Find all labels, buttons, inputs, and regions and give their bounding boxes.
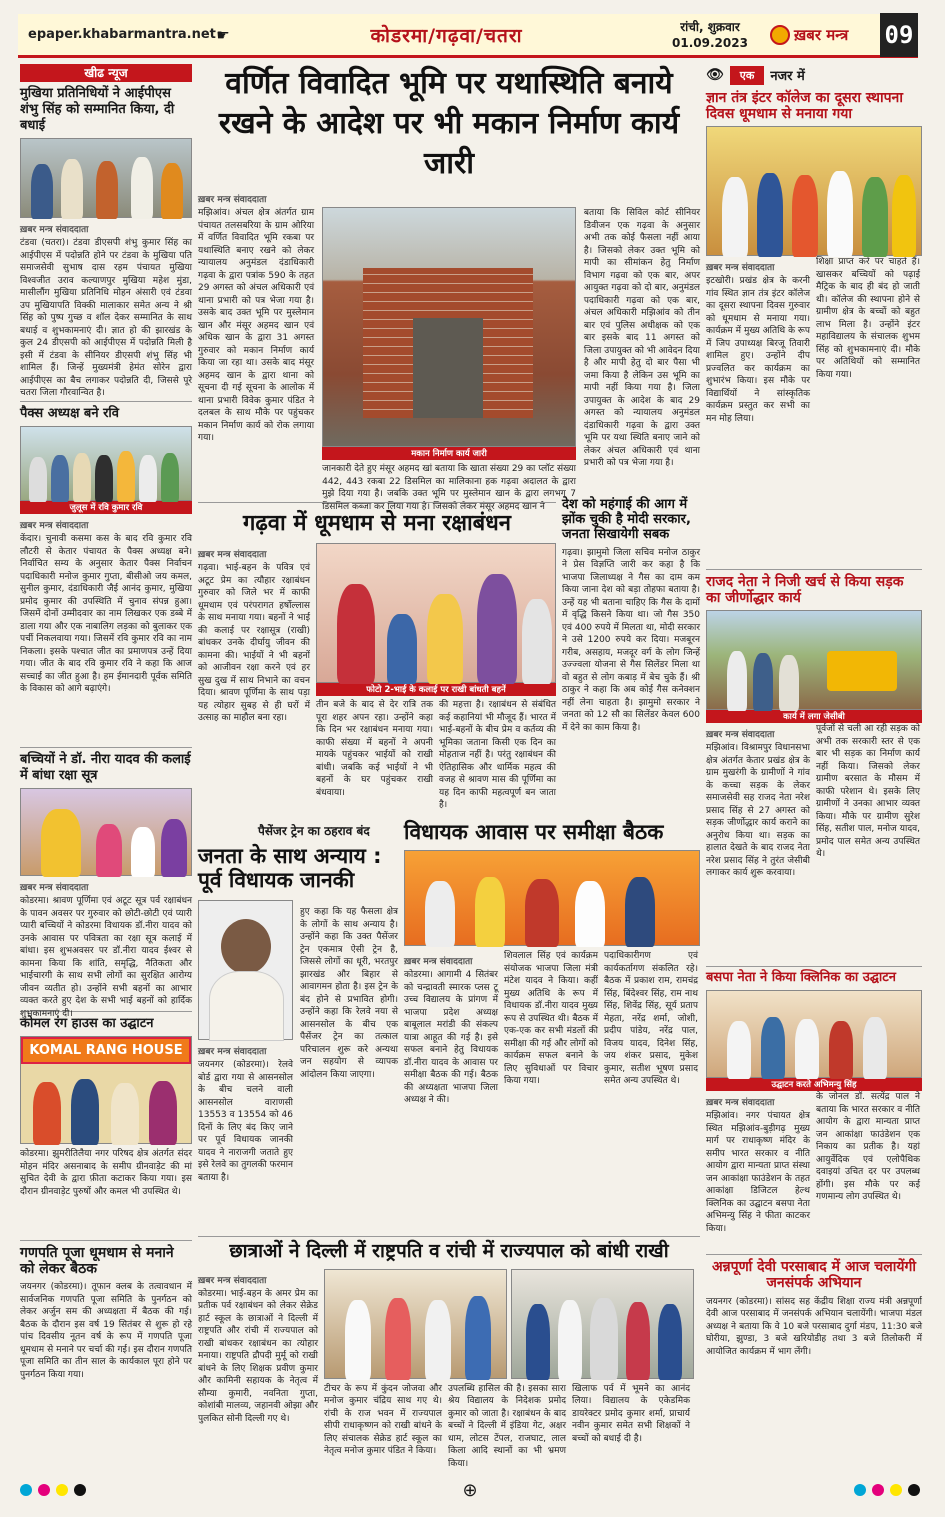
story-komal-body: कोडरमा। झुमरीतिलैया नगर परिषद क्षेत्र अंतर्गत संदर मोहन मंदिर असनाबाद के समीप ग्रीनवाड़ेट की मां सुचित देवी के द्वारा फ़ीता कटाकर किया गया। इस दौरान ग्रीनवाड़ेट पुरुषों और कमल भी उपस्थित थे। — [20, 1149, 192, 1197]
photo-caption: उद्घाटन करते अभिमन्यु सिंह — [706, 1078, 922, 1091]
rakhi-col-3: उपलब्धि हासिल की है। इसका सारा श्रेय विद्यालय के निदेशक प्रमोद कुमार को जाता है। रक्षाबंधन के बाद बच्चों ने दिल्ली में इंडिया गेट, अक्षर धाम, लोटस टेंपल, राजघाट, लाल किला आदि स्थानों का भी भ्रमण किया। — [448, 1383, 566, 1469]
ek-tag: एक — [730, 66, 765, 85]
right-column — [706, 64, 922, 1474]
lead-under-photo: जानकारी देते हुए मंसूर अहमद खां बताया कि खाता संख्या 29 का प्लॉट संख्या 442, 443 रकबा 22 डिसमिल का मालिकाना हक गढ़वा अदालत के द्वारा मुझे दिया गया है। जबकि उक्त भूमि पर मुस्लेमान खान के द्वारा लगभग 7 डिसमिल कब्जा कर लिया गया है। जिसको लेकर मंसूर अहमद खान ने — [322, 464, 576, 512]
photo-governor-rakhi — [511, 1269, 694, 1379]
janta-body: जयनगर (कोडरमा)। रेलवे बोर्ड द्वारा गया से आसनसोल के बीच चलने वाली आसनसोल वाराणसी 13553 व 13554 को 46 दिनों के लिए बंद किए जाने पर पूर्व विधायक जानकी यादव ने नाराजगी जताते हुए इसे रेलवे का तुगलकी फरमान बताया है। — [198, 1060, 293, 1183]
photo-clinic-inauguration — [706, 990, 922, 1078]
janta-body-2: हुए कहा कि यह फैसला क्षेत्र के लोगों के साथ अन्याय है। उन्होंने कहा कि उक्त पैसेंजर ट्रेन एकमात्र ऐसी ट्रेन है, जिससे लोगों का धूरी, भरतपुर झारखंड और बिहार से आवागमन होता है। इस ट्रेन के बंद होने से प्रभावित होगी। उन्होंने कहा कि रेलवे नया से आसनसोल के बीच एक पैसेंजर ट्रेन का तत्काल परिचालन शुरू करे अन्यथा जन सहयोग से व्यापक आंदोलन किया जाएगा। — [300, 907, 398, 1080]
issue-date: 01.09.2023 — [672, 35, 748, 50]
byline: ख़बर मन्त्र संवाददाता — [706, 730, 775, 741]
photo-pacs-procession — [20, 426, 192, 501]
vidhayak-col-2: शिवलाल सिंह एवं कार्यक्रम संयोजक भाजपा जिला मंत्री मंटेश यादव ने किया। कहीं मुख्य अतिथि के रूप में विधायक डॉ.नीरा यादव मुख्य रूप से उपस्थित थी। बैठक में एक-एक कर सभी मंडलों की समीक्षा की गई और लोगों को कार्यक्रम सफल बनाने के लिए सुविधाओं पर विचार किया गया। — [504, 951, 598, 1087]
footer-registration-strip — [20, 1478, 920, 1502]
gyan-col-2: शिक्षा प्राप्त करें पर चाहते हैं। खासकर बच्चियों को पढ़ाई मैट्रिक के बाद ही बंद हो जाती थी। कॉलेज की स्थापना होने से ग्रामीण क्षेत्र के बच्चों को बहुत लाभ मिला है। उन्होंने इंटर महाविद्यालय के संचालक शुभम सिंह को शुभकामनाएं दी। मौके पर अतिथियों को सम्मानित किया गया। — [816, 257, 920, 380]
bsp-col-1: मझिआंव। नगर पंचायत क्षेत्र स्थित मझिआंव-बुड़ीगढ़ मुख्य मार्ग पर राधाकृष्ण मंदिर के समीप भारत सरकार व नीति आयोग द्वारा मान्यता प्राप्त संस्था जन आकांक्षा फाउंडेशन के तहत आकांक्षा डिजिटल हेल्थ क्लिनिक का उद्घाटन बसपा नेता अभिमन्यु सिंह ने फीता काटकर किया। — [706, 1111, 810, 1234]
lead-col-1: मझिआंव। अंचल क्षेत्र अंतर्गत ग्राम पंचायत तलसबरिया के ग्राम ओरिया में वर्णित विवादित भूमि रकबा पर यथास्थिति बनाए रखने को लेकर न्यायालय अनुमंडल दंडाधिकारी गढ़वा के द्वारा पत्रांक 590 के तहत 29 अगस्त को अंचल अधिकारी एवं थाना प्रभारी को पत्र भेजा गया है। उसके बाद उक्त भूमि पर मुस्लेमान खान और मंसूर अहमद खान एवं अधिक खान के द्वारा 31 अगस्त गुरुवार को मकान निर्माण कार्य किया जा रहा था। उसके बाद मंसूर अहमद खान के द्वारा थाना को सूचना दी गई सूचना के आलोक में थाना प्रभारी विवेक कुमार पंडित ने दलबल के साथ मौके पर पहुंचकर मकान निर्माण कार्य को रोक लगाया गया। — [198, 208, 315, 443]
eye-icon: 👁 — [706, 67, 724, 83]
brand-logo-icon — [770, 25, 790, 45]
byline: ख़बर मन्त्र संवाददाता — [20, 883, 89, 893]
story-garhwa-rakshabandhan — [198, 498, 556, 820]
raksha-col-1: गढ़वा। भाई-बहन के पवित्र एवं अटूट प्रेम का त्यौहार रक्षाबंधन गुरुवार को जिले भर में काफी धूमधाम एवं परंपरागत हर्षोल्लास के साथ मनाया गया। बहनों ने भाई की कलाई पर रक्षासूत्र (राखी) बांधकर उनके दीर्घायु जीवन की कामना की। भाईयों ने भी बहनों को आजीवन रक्षा करने एवं हर सुख दुख में साथ निभाने का वचन दिया। श्रावण पूर्णिमा के साथ पड़ा यह त्योहार सुबह से ही घरों में उत्साह का माहौल बना रहा। — [198, 563, 310, 723]
left-column — [20, 64, 192, 1474]
story-ganpati-body: जयनगर (कोडरमा)। तूफान क्लब के तत्वावधान में सार्वजनिक गणपति पूजा समिति के पुनर्गठन को लेकर अर्जुन सम की अध्यक्षता में बैठक की गई। बैठक के दौरान इस वर्ष 19 सितंबर से शुरू हो रहे पांच दिवसीय नूतन वर्ष के रूप में गणपति पूजा धूमधाम से मनाने पर चर्चा की गई। इस दौरान गणपति पूजा समिति का तीन साल के कार्यकाल पूरा होने पर पुनर्गठन किया गया। — [20, 1282, 192, 1380]
photo-review-meeting — [404, 850, 700, 946]
story-neera-yadav-body: कोडरमा। श्रावण पूर्णिमा एवं अटूट सूत्र पर्व रक्षाबंधन के पावन अवसर पर गुरुवार को छोटी-छोटी एवं प्यारी प्यारी बच्चियों ने कोडरमा विधायक डॉ.नीरा यादव को उनके आवास पर पवित्रता का रक्षा सूत्र कलाई में बांधा। इस शुभअवसर पर डॉ.नीरा यादव ईश्वर से कामना किया कि शांति, समृद्धि, नैतिकता और भाईचारगी के साथ सभी लोगों का सुरक्षित आरोग्य जीवन व्यतीत हो। उन्होंने सभी बहनों का आभार व्यक्त करते हुए देश के सभी भाई बहनों को हार्दिक शुभकामनाएं दी। — [20, 896, 192, 1019]
rakhi-col-1: कोडरमा। भाई-बहन के अमर प्रेम का प्रतीक पर्व रक्षाबंधन को लेकर सेक्रेड हार्ट स्कूल के छात्राओं ने दिल्ली में राष्ट्रपति और रांची में राज्यपाल को राखी बांधकर रक्षाबंधन का त्योहार मनाया। राष्ट्रपति द्रौपदी मुर्मू को राखी बांधने के लिए शिक्षक प्रवीण कुमार और कामिनी सहायक के नेतृत्व में सौम्या कुमारी, नवनिता गुप्ता, कोशांबी मालव्य, जहानवी ओझा और पुलकित सोनी दिल्ली गए थे। — [198, 1288, 318, 1424]
photo-ips-felicitation — [20, 138, 192, 218]
lead-headline: वर्णित विवादित भूमि पर यथास्थिति बनाये रखने के आदेश पर भी मकान निर्माण कार्य जारी — [218, 66, 680, 181]
headline-vidhayak-awas: विधायक आवास पर समीक्षा बैठक — [404, 820, 664, 844]
headline-ganpati: गणपति पूजा धूमधाम से मनाने को लेकर बैठक — [20, 1245, 174, 1277]
shop-sign: KOMAL RANG HOUSE — [21, 1037, 191, 1064]
hand-cursor-icon: ☛ — [216, 25, 230, 44]
byline: ख़बर मन्त्र संवाददाता — [706, 263, 775, 274]
brand — [770, 25, 880, 45]
headline-komal-rang-house: कोमल रंग हाउस का उद्घाटन — [20, 1016, 154, 1031]
photo-construction-site — [322, 207, 576, 447]
vidhayak-col-1: कोडरमा। आगामी 4 सितंबर को चन्द्रावती स्मारक प्लस टू उच्च विद्यालय के प्रांगण में भाजपा प्रदेश अध्यक्ष बाबूलाल मरांडी की संकल्प यात्रा आहूत की गई है। इसे सफल बनाने हेतु विधायक डॉ.नीरा यादव के आवास पर समीक्षा बैठक की गई। बैठक की अध्यक्षता भाजपा जिला अध्यक्ष ने की। — [404, 970, 498, 1106]
headline-rakhi-president: छात्राओं ने दिल्ली में राष्ट्रपति व रांची में राज्यपाल को बांधी राखी — [229, 1240, 669, 1262]
story-inflation — [562, 498, 700, 820]
photo-janki-yadav — [198, 900, 293, 1040]
headline-annapurna: अन्नपूर्णा देवी परसाबाद में आज चलायेंगी जनसंपर्क अभियान — [711, 1259, 917, 1292]
color-dots-left — [20, 1484, 86, 1496]
rakhi-col-2: टीचर के रूप में कुंदन जोजवा और मनोज कुमार चंद्रिय साथ गए थे। रांची के राज भवन में राज्यपाल सीपी राधाकृष्णन को राखी बांधने के लिए संचालक सेक्रेड हार्ट स्कूल का नेतृत्व मनोज कुमार पंडित ने किया। — [324, 1383, 442, 1457]
section-tag: खीढ न्यूज — [20, 64, 192, 82]
headline-rjd-road: राजद नेता ने निजी खर्च से किया सड़क का जीर्णोद्धार कार्य — [706, 574, 904, 607]
byline: ख़बर मन्त्र संवाददाता — [404, 957, 473, 968]
headline-gyan-tantra: ज्ञान तंत्र इंटर कॉलेज का दूसरा स्थापना दिवस धूमधाम से मनाया गया — [706, 90, 903, 123]
rakhi-col-4: खिलाफ पर्व में भूमने का आनंद लिया। विद्यालय के एकेडमिक डायरेक्टर प्रमोद कुमार शर्मा, प्राचार्य नवीन कुमार समेत सभी शिक्षकों ने बच्चों को बधाई दी है। — [572, 1383, 690, 1444]
photo-caption: मकान निर्माण कार्य जारी — [322, 447, 576, 460]
bsp-col-2: के जोनल डॉ. सत्येंद्र पाल ने बताया कि भारत सरकार व नीति आयोग के द्वारा मान्यता प्राप्त जन आकांक्षा फाउंडेशन एक निकाय का प्रतीक है। यहां आयुर्वेदिक एवं एलोपैथिक दवाइयां उचित दर पर उपलब्ध होंगी। इस मौके पर कई गणमान्य लोग उपस्थित थे। — [816, 1092, 920, 1203]
headline-inflation: देश को महंगाई की आग में झोंक चुकी है मोदी सरकार, जनता सिखायेगी सबक — [562, 497, 691, 542]
rjd-col-1: मझिआंव। विश्रामपुर विधानसभा क्षेत्र अंतर्गत केतार प्रखंड क्षेत्र के ग्राम मुखरंगी के ग्रामीणों ने गांव के कच्चा सड़क के लेकर समाजसेवी सह राजद नेता नरेश प्रसाद सिंह से 27 अगस्त को सड़क जीर्णोद्धार कार्य कराने का अनुरोध किया था। सड़क का हालात देखते के बाद राजद नेता नरेश प्रसाद सिंह ने तुरंत जेसीबी लगाकर कार्य शुरू करवाया। — [706, 743, 810, 879]
photo-caption: कार्य में लगा जेसीबी — [706, 710, 922, 723]
page-section-title: कोडरमा/गढ़वा/चतरा — [370, 24, 523, 47]
raksha-col-2: तीन बजे के बाद से देर रात्रि तक पूरा शहर अपन रहा। उन्होंने कहा कि दिन भर रक्षाबंधन मनाया गया। काफी संख्या में बहनों ने अपनी मायके पहुंचकर भाईयों को राखी बांधी। जबकि कई भाईयों ने भी बहनों के घर पहुंचकर राखी बंधवाया। — [316, 700, 433, 798]
city-day: रांची, शुक्रवार — [680, 19, 740, 34]
story-janta-anyay — [198, 844, 398, 1224]
headline-pacs: पैक्स अध्यक्ष बने रवि — [20, 406, 119, 421]
lead-col-4: बताया कि सिविल कोर्ट सीनियर डिवीजन एक गढ़वा के अनुसार अभी तक कोई फैसला नहीं आया है। जिसको लेकर उक्त भूमि को मापी का सीमांकन हेतु निर्माण विभाग गढ़वा को एक बार, अपर आयुक्त गढ़वा को दो बार, अनुमंडल पदाधिकारी गढ़वा को एक बार, अंचल अधिकारी मझिआंव को तीन बार एवं पुलिस अधीक्षक को एक बार इसके बाद 11 अगस्त को जिला उपायुक्त को भी आवेदन दिया है और मापी हेतु दो बार पैसा भी जमा किया है लेकिन उस भूमि का मापी नहीं किया गया है। जिला उपायुक्त के आदेश के बाद 29 अगस्त को न्यायालय अनुमंडल दंडाधिकारी गढ़वा के द्वारा उक्त भूमि पर यथा स्थिति बनाए जाने को लेकर अंचल अधिकारी एवं थाना प्रभारी को पत्र भेजा गया है। — [583, 208, 701, 468]
photo-president-rakhi — [324, 1269, 507, 1379]
byline: ख़बर मन्त्र संवाददाता — [20, 521, 89, 531]
photo-jcb-road — [706, 610, 922, 710]
headline-ips: मुखिया प्रतिनिधियों ने आईपीएस शंभु सिंह को सम्मानित किया, दी बधाई — [20, 86, 175, 133]
brand-name: ख़बर मन्त्र — [794, 25, 849, 44]
photo-caption: जुलूस में रवि कुमार रवि — [20, 501, 192, 514]
dateline — [650, 19, 770, 51]
byline: ख़बर मन्त्र संवाददाता — [198, 195, 267, 205]
headline-neera-yadav: बच्चियों ने डॉ. नीरा यादव की कलाई में बांधा रक्षा सूत्र — [20, 752, 191, 783]
byline: ख़बर मन्त्र संवाददाता — [706, 1098, 775, 1109]
byline: ख़बर मन्त्र संवाददाता — [198, 550, 267, 560]
headline-passenger-train: पैसेंजर ट्रेन का ठहराव बंद — [258, 824, 370, 838]
headline-bsp-clinic: बसपा नेता ने किया क्लिनिक का उद्घाटन — [706, 970, 897, 986]
color-dots-right — [854, 1484, 920, 1496]
photo-college-function — [706, 126, 922, 256]
photo-rakhi-neera-yadav — [20, 788, 192, 876]
lead-story — [198, 64, 701, 512]
masthead — [18, 14, 918, 58]
page-number: 09 — [880, 13, 918, 57]
photo-caption: फोटो 2-भाई के कलाई पर राखी बांधती बहनें — [316, 683, 556, 696]
registration-mark-icon: ⊕ — [462, 1479, 478, 1501]
byline: ख़बर मन्त्र संवाददाता — [198, 1275, 267, 1286]
gyan-col-1: इटखोरी। प्रखंड क्षेत्र के करनी गांव स्थित ज्ञान तंत्र इंटर कॉलेज का दूसरा स्थापना दिवस गुरुवार को धूमधाम से मनाया गया। कार्यक्रम में मुख्य अतिथि के रूप में जिप उपाध्यक्ष बिरजू तिवारी शामिल हुए। उन्होंने दीप प्रज्वलित कर कार्यक्रम का शुभारंभ किया। इस मौके पर विद्यार्थियों ने सांस्कृतिक कार्यक्रम प्रस्तुत कर सभी का मन मोह लिया। — [706, 276, 810, 424]
story-vidhayak-awas — [404, 820, 700, 1222]
annapurna-body: जयनगर (कोडरमा)। सांसद सह केंद्रीय शिक्षा राज्य मंत्री अन्नपूर्णा देवी आज परसाबाद में जनसंपर्क अभियान चलायेंगी। भाजपा मंडल अध्यक्ष ने बताया कि वे 10 बजे परसाबाद दुर्गा मंडप, 11:30 बजे घोरीया, झुण्डा, 3 बजे खरियोडीह तथा 3 बजे तिलोकरी में आयोजित कार्यक्रम में भाग लेंगी। — [706, 1296, 922, 1357]
ek-nazar-banner — [706, 64, 922, 86]
story-rakhi-president — [198, 1232, 700, 1472]
story-pacs-body: केंदार। चुनावी कसमा कस के बाद रवि कुमार रवि लौटरी से केतार पंचायत के पैक्स अध्यक्ष बने। निर्वाचित सम्य के अनुसार केतार पैक्स निर्वाचन पदाधिकारी मनोज कुमार गुप्ता, बीसीओ जय कमल, सुनील कुमार, दंडाधिकारी जैई आनंद कुमार, मुखिया प्रमोद कुमार की उपस्थिति में चुनाव संपन्न हुआ। जिसमें दोनों उम्मीदवार का नाम लिखकर एक डब्बे में डाला गया और एक नाबालिग लड़का को बुलाकर एक पर्ची निकलवाया गया। जिसमें रवि कुमार रवि का नाम निकला। इसके पश्चात जीत का प्रमाणपत्र उन्हें दिया गया। जीत के बाद रवि कुमार रवि ने कहा कि आज सच्चाई का जीत हुआ है। हम ईमानदारी पूर्वक समिति के विकास को आगे बढ़ाएंगे। — [20, 534, 192, 694]
rjd-col-2: पूर्वजों से चली आ रही सड़क को अभी तक सरकारी स्तर से एक बार भी सड़क का निर्माण कार्य नहीं किया। जिसको लेकर ग्रामीण बरसात के मौसम में काफी परेशान थे। इसके लिए ग्रामीणों ने उनका आभार व्यक्त किया। मौके पर ग्रामीण सुरेश सिंह, सतीश पाल, मनोज यादव, प्रमोद पाल समेत अन्य उपस्थित थे। — [816, 724, 920, 860]
headline-janta-anyay: जनता के साथ अन्याय : पूर्व विधायक जानकी — [198, 844, 382, 893]
photo-shop-inauguration — [20, 1036, 192, 1144]
photo-rakhi-tying — [316, 543, 556, 683]
vidhayak-col-3: पदाधिकारीगण एवं कार्यकर्तागण संकलित रहे। बैठक में प्रकाश राम, रामचंद्र सिंह, बिंदेश्वर सिंह, राम नाथ सिंह, शिवेंद्र सिंह, सूर्य प्रताप मेहता, नरेंद्र शर्मा, जोशी, प्रदीप पांडेय, नरेंद्र पाल, विजय यादव, दिनेश सिंह, जय शंकर प्रसाद, मुकेश कुमार, सतीश भूषण प्रसाद समेत अन्य उपस्थित थे। — [604, 951, 698, 1087]
byline: ख़बर मन्त्र संवाददाता — [20, 225, 89, 235]
headline-garhwa-rakshabandhan: गढ़वा में धूमधाम से मना रक्षाबंधन — [243, 511, 511, 536]
byline: ख़बर मन्त्र संवाददाता — [198, 1047, 267, 1058]
site-url[interactable]: epaper.khabarmantra.net — [28, 27, 216, 42]
nazar-label: नजर में — [770, 69, 805, 84]
inflation-body: गढ़वा। झामुमो जिला सचिव मनोज ठाकुर ने प्रेस विज्ञप्ति जारी कर कहा है कि भाजपा जिलाध्यक्ष ने गैस का दाम कम किया जाना देश को बड़ा तोहफा बताया है। उन्हें यह भी बताना चाहिए कि गैस के दामों में वृद्धि किसने किया था। जो गैस 350 एवं 400 रुपये में मिलता था, मोदी सरकार ने उसे 1200 रुपये कर दिया। मजबूरन गरीब, असहाय, मजदूर वर्ग के लोग जिन्हें उज्ज्वला योजना से गैस सिलेंडर मिला था वो बहुत से लोग कबाड़ में बेच चुके हैं। श्री ठाकुर ने कहा कि अब कोई गैस कनेक्शन नहीं लेना चाहता है। झामुमो सरकार ने जनता को 12 सौ का सिलेंडर केवल 600 में देने का काम किया है। — [562, 547, 701, 733]
raksha-col-3: की महत्ता है। रक्षाबंधन से संबंधित कई कहानियां भी मौजूद हैं। भारत में भाई-बहनों के बीच प्रेम व कर्तव्य की भूमिका जताना किसी एक दिन का मोहताज नहीं है। परंतु रक्षाबंधन की ऐतिहासिक और धार्मिक महत्व की वजह से श्रावण मास की पूर्णिमा का यह दिन काफी महत्वपूर्ण बन जाता है। — [439, 700, 556, 810]
story-ips-body: टंडवा (चतरा)। टंडवा डीएसपी शंभु कुमार सिंह का आईपीएस में पदोन्नति होने पर टंडवा के मुखिया पति समाजसेवी सुभाष दास रहम पंचायत मुखिया विश्वजीत उराव कल्याणपुर मुखिया महेश मुंडा, मासीलौंग मुखिया प्रतिनिधि मोहन अंसारी एवं टंडवा उप मुखियापति विक्की मालाकार समेत अन्य ने श्री सिंह को पुष्प गुच्छ व शॉल देकर सम्मानित के साथ बधाई व शुभकामनाएं दी। ज्ञात हो की झारखंड के कुल 24 डीएसपी को आईपीएस में पदोन्नति मिली है इसी में टंडवा के सीनियर डीएसपी शंभु सिंह भी शामिल हैं। जिन्हें मुख्यमंत्री हेमंत सोरेन द्वारा आईपीएस का बैच लगाकर पदोन्नति दी, जिससे पूरे चतरा जिला गौरवान्वित है। — [20, 238, 192, 398]
